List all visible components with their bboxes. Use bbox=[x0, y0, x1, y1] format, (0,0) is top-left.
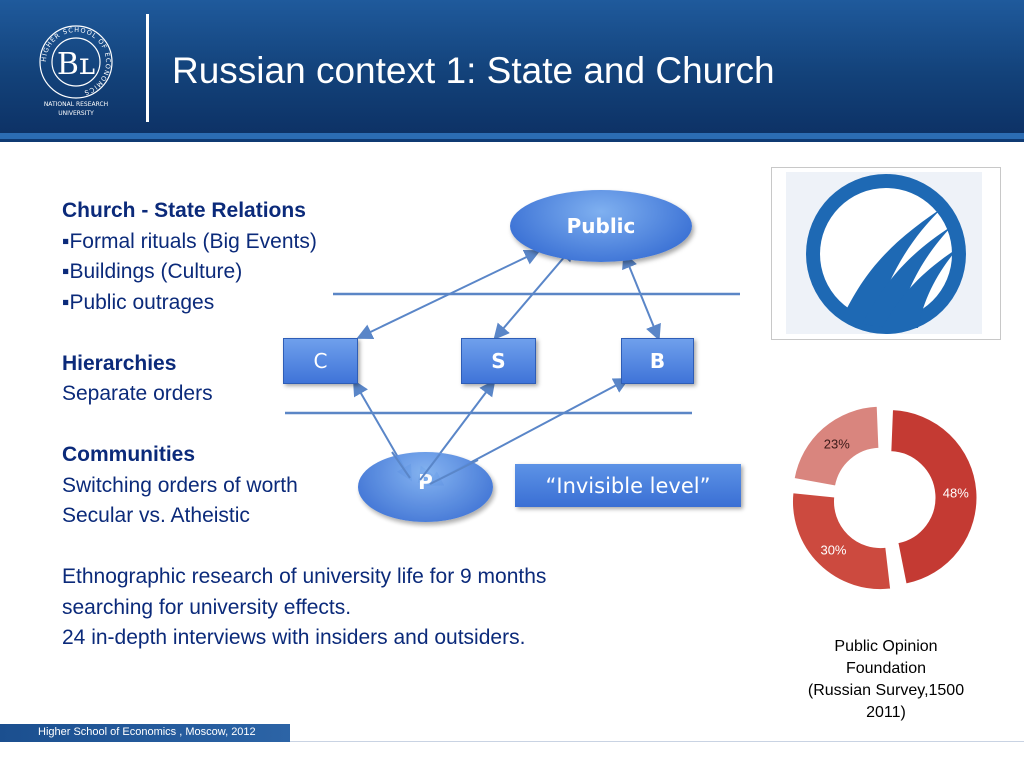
caption-line-1: Public Opinion bbox=[834, 638, 938, 655]
bullet-item-1: ▪Buildings (Culture) bbox=[62, 260, 243, 283]
logo-ring-text: HIGHER SCHOOL OF ECONOMICS bbox=[39, 25, 113, 97]
research-line-3: 24 in-depth interviews with insiders and outsiders. bbox=[62, 626, 526, 649]
ring-label-1: 30% bbox=[820, 542, 847, 558]
communities-line-1: Switching orders of worth bbox=[62, 473, 298, 497]
logo-text-line2: UNIVERSITY bbox=[58, 110, 94, 117]
ring-label-0: 48% bbox=[942, 485, 969, 501]
caption-line-2: Foundation bbox=[845, 660, 927, 677]
arrow-c-p-overlay bbox=[392, 452, 410, 478]
bullet-item-0: ▪Formal rituals (Big Events) bbox=[62, 229, 317, 253]
chart-caption bbox=[770, 636, 1002, 724]
b-node-label: B bbox=[649, 349, 666, 373]
communities-line-2: Secular vs. Atheistic bbox=[62, 504, 250, 527]
public-node-label: Public bbox=[566, 214, 636, 238]
logo-letter-mark: Вʟ bbox=[56, 47, 96, 82]
hierarchies-heading: Hierarchies bbox=[62, 351, 177, 375]
communities-heading: Communities bbox=[62, 443, 196, 466]
caption-line-4: 2011) bbox=[866, 704, 906, 721]
research-line-1: Ethnographic research of university life for 9 months bbox=[62, 565, 547, 588]
caption-line-3: (Russian Survey,1500 bbox=[807, 682, 965, 699]
bullet-item-2: ▪Public outrages bbox=[62, 290, 215, 314]
church-state-heading: Church - State Relations bbox=[62, 199, 306, 222]
slide-title: Russian context 1: State and Church bbox=[172, 50, 775, 91]
research-line-2: searching for university effects. bbox=[62, 595, 352, 619]
p-node-label: P bbox=[418, 470, 433, 494]
foundation-logo bbox=[772, 168, 1000, 339]
invisible-level-label: “Invisible level” bbox=[545, 473, 711, 498]
arrow-s-p-overlay bbox=[420, 454, 440, 480]
ring-slice-1 bbox=[792, 493, 890, 590]
survey-ring-chart bbox=[792, 398, 982, 598]
c-node-label: C bbox=[313, 349, 328, 373]
footer-line bbox=[290, 741, 1024, 742]
foundation-logo-box bbox=[771, 167, 1001, 340]
s-node-label: S bbox=[491, 349, 506, 373]
hierarchies-text: Separate orders bbox=[62, 382, 213, 405]
footer-text: Higher School of Economics , Moscow, 2012 bbox=[38, 726, 256, 738]
arrow-b-p-overlay bbox=[430, 460, 478, 484]
ring-label-2: 23% bbox=[823, 436, 850, 452]
logo-text-line1: NATIONAL RESEARCH bbox=[43, 101, 109, 108]
